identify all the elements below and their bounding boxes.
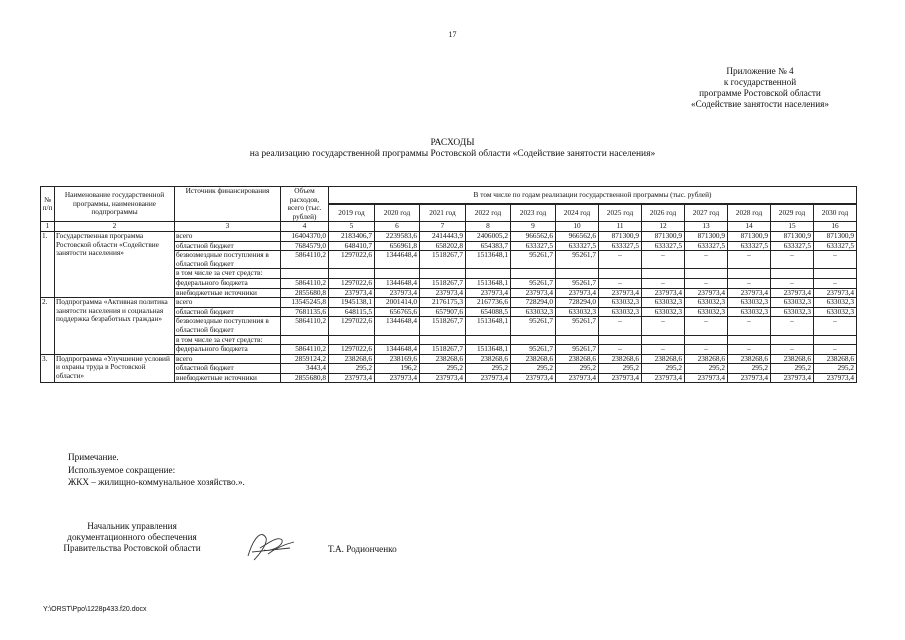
year-value: 633032,3 [685, 307, 728, 317]
year-value: 238268,6 [814, 354, 857, 364]
year-value: 237973,4 [728, 373, 771, 383]
year-value [814, 335, 857, 345]
year-value: 238268,6 [771, 354, 814, 364]
column-number: 2 [55, 222, 175, 232]
year-value: 728294,0 [511, 298, 556, 308]
funding-source: областной бюджет [175, 364, 281, 374]
header-year: 2029 год [771, 205, 814, 222]
expenses-table-container [40, 186, 905, 383]
header-volume: Объем расходов, всего (тыс. рублей) [281, 187, 329, 222]
table-body [41, 222, 857, 383]
year-value: 1513648,1 [466, 345, 511, 355]
year-value: 237973,4 [642, 288, 685, 298]
year-value [599, 269, 642, 279]
note-line: Используемое сокращение: [68, 464, 176, 475]
column-number: 11 [599, 222, 642, 232]
total-value: 2859124,2 [281, 354, 329, 364]
year-value: – [728, 317, 771, 335]
year-value: 656765,6 [375, 307, 420, 317]
total-value: 13545245,8 [281, 298, 329, 308]
year-value: 633032,3 [599, 298, 642, 308]
header-year: 2023 год [511, 205, 556, 222]
year-value: 238268,6 [329, 354, 375, 364]
year-value: 237973,4 [556, 373, 599, 383]
year-value [375, 335, 420, 345]
header-year: 2024 год [556, 205, 599, 222]
year-value: – [642, 278, 685, 288]
funding-source: федерального бюджета [175, 278, 281, 288]
header-year: 2021 год [420, 205, 466, 222]
year-value: 2414443,9 [420, 231, 466, 241]
column-number: 12 [642, 222, 685, 232]
year-value: 633327,5 [642, 241, 685, 251]
year-value: – [814, 317, 857, 335]
year-value: 295,2 [466, 364, 511, 374]
year-value: 1297022,6 [329, 345, 375, 355]
year-value: 633327,5 [685, 241, 728, 251]
year-value: – [599, 278, 642, 288]
year-value [375, 269, 420, 279]
header-years-group: В том числе по годам реализации государственной программы (тыс. рублей) [329, 187, 857, 204]
year-value: 95261,7 [511, 345, 556, 355]
year-value: 1344648,4 [375, 278, 420, 288]
year-value [728, 335, 771, 345]
year-value: – [771, 278, 814, 288]
signatory-name: Т.А. Родионченко [328, 544, 397, 554]
year-value: 237973,4 [556, 288, 599, 298]
year-value: 295,2 [814, 364, 857, 374]
header-year: 2020 год [375, 205, 420, 222]
year-value [556, 335, 599, 345]
year-value: 295,2 [685, 364, 728, 374]
year-value: 633032,3 [642, 307, 685, 317]
year-value: 2176175,3 [420, 298, 466, 308]
year-value: 633032,3 [685, 298, 728, 308]
year-value [511, 269, 556, 279]
year-value: – [599, 345, 642, 355]
year-value: 633032,3 [771, 307, 814, 317]
year-value: – [685, 251, 728, 269]
year-value: 237973,4 [728, 288, 771, 298]
note-title: Примечание. [68, 452, 119, 462]
year-value: 238268,6 [728, 354, 771, 364]
year-value: 95261,7 [556, 345, 599, 355]
year-value: 2167736,6 [466, 298, 511, 308]
year-value: 295,2 [511, 364, 556, 374]
year-value [466, 335, 511, 345]
year-value: 633032,3 [814, 298, 857, 308]
year-value: 1297022,6 [329, 278, 375, 288]
document-title [0, 138, 905, 160]
appendix-block [640, 66, 880, 110]
year-value: 1513648,1 [466, 278, 511, 288]
year-value: 654088,5 [466, 307, 511, 317]
year-value: 2239583,6 [375, 231, 420, 241]
column-number: 9 [511, 222, 556, 232]
year-value [685, 335, 728, 345]
year-value: – [599, 317, 642, 335]
note-block [68, 451, 245, 489]
funding-source: безвозмездные поступления в областной бюджет [175, 251, 281, 269]
year-value: 633032,3 [728, 298, 771, 308]
year-value: 237973,4 [329, 288, 375, 298]
funding-source: федерального бюджета [175, 345, 281, 355]
year-value: 238268,6 [685, 354, 728, 364]
year-value [511, 335, 556, 345]
year-value: 1297022,6 [329, 317, 375, 335]
year-value: – [685, 345, 728, 355]
year-value: 95261,7 [511, 317, 556, 335]
year-value [685, 269, 728, 279]
column-number: 10 [556, 222, 599, 232]
year-value: 295,2 [728, 364, 771, 374]
title-sub: на реализацию государственной программы Ростовской области «Содействие занятости населения» [249, 149, 656, 159]
total-value [281, 269, 329, 279]
year-value: – [685, 317, 728, 335]
year-value: 1344648,4 [375, 251, 420, 269]
header-year: 2026 год [642, 205, 685, 222]
year-value: 633327,5 [556, 241, 599, 251]
year-value: 633032,3 [728, 307, 771, 317]
expenses-table [40, 186, 857, 383]
year-value [556, 269, 599, 279]
year-value: 728294,0 [556, 298, 599, 308]
table-header [41, 187, 857, 222]
year-value: – [814, 251, 857, 269]
year-value: 295,2 [599, 364, 642, 374]
table-row [41, 298, 857, 308]
funding-source: всего [175, 231, 281, 241]
funding-source: всего [175, 354, 281, 364]
header-num: № п/п [41, 187, 55, 222]
year-value: – [771, 317, 814, 335]
year-value: 658202,8 [420, 241, 466, 251]
year-value: 237973,4 [375, 373, 420, 383]
signatory-position [52, 521, 212, 554]
section-number: 1. [41, 231, 55, 297]
funding-source: внебюджетные источники [175, 288, 281, 298]
funding-source: областной бюджет [175, 307, 281, 317]
column-number: 5 [329, 222, 375, 232]
year-value: 237973,4 [511, 288, 556, 298]
appendix-line: к государственной [723, 77, 797, 87]
year-value [329, 269, 375, 279]
year-value: 871300,9 [771, 231, 814, 241]
year-value: 1945138,1 [329, 298, 375, 308]
year-value: 1344648,4 [375, 345, 420, 355]
funding-source: внебюджетные источники [175, 373, 281, 383]
total-value: 16404370,0 [281, 231, 329, 241]
total-value: 5864110,2 [281, 278, 329, 288]
year-value: – [771, 345, 814, 355]
total-value: 2855680,8 [281, 373, 329, 383]
total-value: 2855680,8 [281, 288, 329, 298]
funding-source: в том числе за счет средств: [175, 335, 281, 345]
year-value: 237973,4 [814, 288, 857, 298]
year-value: 238268,6 [466, 354, 511, 364]
year-value: 2183406,7 [329, 231, 375, 241]
year-value [771, 269, 814, 279]
year-value: – [685, 278, 728, 288]
year-value: 1513648,1 [466, 251, 511, 269]
header-year: 2030 год [814, 205, 857, 222]
section-number: 3. [41, 354, 55, 383]
year-value: 1297022,6 [329, 251, 375, 269]
year-value: 1344648,4 [375, 317, 420, 335]
year-value: 295,2 [642, 364, 685, 374]
year-value: – [728, 278, 771, 288]
year-value: 237973,4 [599, 288, 642, 298]
year-value: 1513648,1 [466, 317, 511, 335]
total-value [281, 335, 329, 345]
total-value: 5864110,2 [281, 317, 329, 335]
year-value: 633327,5 [728, 241, 771, 251]
total-value: 7684579,0 [281, 241, 329, 251]
column-number: 4 [281, 222, 329, 232]
section-name: Государственная программа Ростовской области «Содействие занятости населения» [55, 231, 175, 297]
year-value: – [728, 345, 771, 355]
appendix-line: программе Ростовской области [699, 88, 821, 98]
year-value [329, 335, 375, 345]
section-number: 2. [41, 298, 55, 355]
year-value: 95261,7 [511, 251, 556, 269]
year-value: 237973,4 [511, 373, 556, 383]
year-value: 237973,4 [599, 373, 642, 383]
year-value: 633327,5 [599, 241, 642, 251]
year-value: 871300,9 [685, 231, 728, 241]
year-value: 196,2 [375, 364, 420, 374]
year-value: 633032,3 [642, 298, 685, 308]
year-value: 295,2 [420, 364, 466, 374]
year-value: 871300,9 [728, 231, 771, 241]
year-value: 2406005,2 [466, 231, 511, 241]
year-value: 871300,9 [642, 231, 685, 241]
year-value: – [642, 317, 685, 335]
total-value: 5864110,2 [281, 251, 329, 269]
appendix-line: «Содействие занятости населения» [691, 99, 829, 109]
column-number: 13 [685, 222, 728, 232]
year-value: 238268,6 [599, 354, 642, 364]
section-name: Подпрограмма «Активная политика занятости населения и социальная поддержка безработных граждан» [55, 298, 175, 355]
file-path-footer: Y:\ORST\Ppo\1228p433.f20.docx [43, 606, 147, 613]
year-value: 654383,7 [466, 241, 511, 251]
year-value: 1518267,7 [420, 317, 466, 335]
year-value: 237973,4 [466, 373, 511, 383]
year-value [771, 335, 814, 345]
year-value: 871300,9 [599, 231, 642, 241]
header-year: 2027 год [685, 205, 728, 222]
year-value [642, 335, 685, 345]
year-value: 95261,7 [556, 317, 599, 335]
year-value: 2001414,0 [375, 298, 420, 308]
column-number: 16 [814, 222, 857, 232]
page-number: 17 [448, 30, 457, 39]
year-value [466, 269, 511, 279]
year-value: – [642, 251, 685, 269]
year-value: 633032,3 [771, 298, 814, 308]
position-line: Правительства Ростовской области [63, 543, 201, 553]
column-number: 3 [175, 222, 281, 232]
year-value: 966562,6 [556, 231, 599, 241]
year-value: 871300,9 [814, 231, 857, 241]
year-value: 237973,4 [642, 373, 685, 383]
total-value: 7681135,6 [281, 307, 329, 317]
year-value [420, 335, 466, 345]
year-value: 95261,7 [556, 278, 599, 288]
year-value: 633032,3 [556, 307, 599, 317]
column-number: 6 [375, 222, 420, 232]
column-number: 7 [420, 222, 466, 232]
position-line: Начальник управления [87, 521, 177, 531]
year-value: 237973,4 [685, 288, 728, 298]
column-number-row [41, 222, 857, 232]
year-value: – [814, 345, 857, 355]
column-number: 14 [728, 222, 771, 232]
table-row [41, 354, 857, 364]
year-value: 633327,5 [511, 241, 556, 251]
year-value: – [728, 251, 771, 269]
year-value: 237973,4 [420, 288, 466, 298]
funding-source: безвозмездные поступления в областной бюджет [175, 317, 281, 335]
total-value: 3443,4 [281, 364, 329, 374]
funding-source: в том числе за счет средств: [175, 269, 281, 279]
header-name: Наименование государственной программы, наименование подпрограммы [55, 187, 175, 222]
year-value: 648115,5 [329, 307, 375, 317]
appendix-line: Приложение № 4 [726, 66, 794, 76]
year-value: 1518267,7 [420, 345, 466, 355]
header-year: 2019 год [329, 205, 375, 222]
year-value: 237973,4 [329, 373, 375, 383]
year-value: 633327,5 [771, 241, 814, 251]
year-value: – [814, 278, 857, 288]
year-value: 237973,4 [814, 373, 857, 383]
year-value [599, 335, 642, 345]
year-value: 633032,3 [599, 307, 642, 317]
year-value: 966562,6 [511, 231, 556, 241]
year-value: 633327,5 [814, 241, 857, 251]
year-value: 657907,6 [420, 307, 466, 317]
title-main: РАСХОДЫ [430, 138, 475, 148]
year-value: – [599, 251, 642, 269]
year-value: 633032,3 [814, 307, 857, 317]
year-value: 1518267,7 [420, 278, 466, 288]
year-value: 238268,6 [556, 354, 599, 364]
year-value: 295,2 [556, 364, 599, 374]
year-value: 648410,7 [329, 241, 375, 251]
note-line: ЖКХ – жилищно-коммунальное хозяйство.». [68, 477, 245, 487]
handwritten-signature [240, 526, 300, 566]
year-value: 238268,6 [511, 354, 556, 364]
year-value: – [771, 251, 814, 269]
year-value: 1518267,7 [420, 251, 466, 269]
header-year: 2025 год [599, 205, 642, 222]
year-value [728, 269, 771, 279]
header-year: 2028 год [728, 205, 771, 222]
position-line: документационного обеспечения [67, 532, 197, 542]
year-value: 656961,8 [375, 241, 420, 251]
header-source: Источник финансирования [175, 187, 281, 222]
section-name: Подпрограмма «Улучшение условий и охраны труда в Ростовской области» [55, 354, 175, 383]
header-year: 2022 год [466, 205, 511, 222]
year-value: 295,2 [771, 364, 814, 374]
year-value: – [642, 345, 685, 355]
year-value: 238268,6 [642, 354, 685, 364]
total-value: 5864110,2 [281, 345, 329, 355]
year-value: 237973,4 [375, 288, 420, 298]
year-value: 238268,6 [420, 354, 466, 364]
year-value: 237973,4 [771, 373, 814, 383]
column-number: 1 [41, 222, 55, 232]
year-value: 95261,7 [511, 278, 556, 288]
year-value [642, 269, 685, 279]
year-value [420, 269, 466, 279]
year-value: 237973,4 [685, 373, 728, 383]
table-row [41, 231, 857, 241]
year-value: 238169,6 [375, 354, 420, 364]
funding-source: областной бюджет [175, 241, 281, 251]
year-value: 633032,3 [511, 307, 556, 317]
year-value: 237973,4 [420, 373, 466, 383]
year-value: 95261,7 [556, 251, 599, 269]
year-value: 295,2 [329, 364, 375, 374]
year-value [814, 269, 857, 279]
column-number: 15 [771, 222, 814, 232]
column-number: 8 [466, 222, 511, 232]
year-value: 237973,4 [771, 288, 814, 298]
year-value: 237973,4 [466, 288, 511, 298]
funding-source: всего [175, 298, 281, 308]
